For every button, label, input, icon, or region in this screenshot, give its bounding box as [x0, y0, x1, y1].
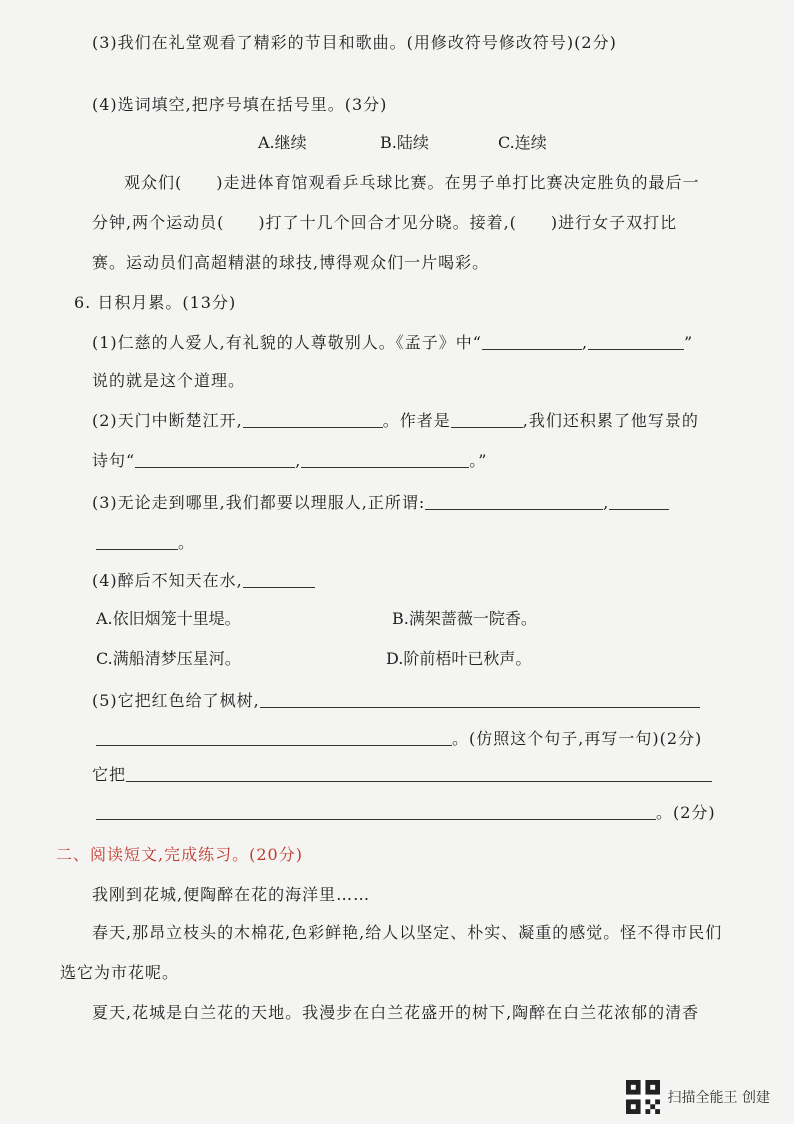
fill-blank[interactable]	[451, 427, 523, 428]
q6-s4-option-b: B.满架蔷薇一院香。	[392, 609, 537, 628]
section2-title: 二、阅读短文,完成练习。(20分)	[56, 845, 303, 864]
q6-s5-instruction: 。(仿照这个句子,再写一句)(2分)	[452, 729, 703, 748]
q4-option-a: A.继续	[258, 133, 307, 152]
q6-s4-text: (4)醉后不知天在水,	[92, 571, 243, 590]
q4-p1-end: )走进体育馆观看乒乓球比赛。在男子单打比赛决定胜负的最后一	[216, 173, 700, 192]
q4-p1-start: 观众们(	[124, 173, 183, 192]
q6-s1-start: (1)仁慈的人爱人,有礼貌的人尊敬别人。《孟子》中“	[92, 333, 482, 352]
q4-option-b: B.陆续	[380, 133, 429, 152]
q6-s4-option-c: C.满船清梦压星河。	[96, 649, 241, 668]
q4-passage-line2	[92, 210, 677, 233]
fill-blank[interactable]	[425, 509, 603, 510]
q6-title: 6. 日积月累。(13分)	[74, 293, 237, 312]
q4-title: (4)选词填空,把序号填在括号里。(3分)	[92, 95, 388, 114]
q6-s2-end: ,我们还积累了他写景的	[522, 411, 699, 430]
q6-s1-line2: 说的就是这个道理。	[92, 371, 246, 390]
fill-blank[interactable]	[482, 349, 582, 350]
fill-blank[interactable]	[96, 819, 656, 820]
q4-option-c: C.连续	[498, 133, 547, 152]
q4-p2-mid: )打了十几个回合才见分晓。接着,(	[258, 213, 517, 232]
q6-s1-comma: ,	[581, 333, 589, 352]
q6-s2-author: 。作者是	[382, 411, 451, 430]
section2-paragraph1: 我刚到花城,便陶醉在花的海洋里……	[92, 885, 371, 904]
q4-p2-start: 分钟,两个运动员(	[92, 213, 225, 232]
q4-p2-end: )进行女子双打比	[550, 213, 678, 232]
q6-s3-line2	[96, 530, 195, 553]
fill-blank[interactable]	[243, 427, 383, 428]
scanner-watermark	[626, 1080, 770, 1114]
fill-blank[interactable]	[126, 781, 712, 782]
q4-passage-line1	[124, 170, 700, 193]
q6-s2-start: (2)天门中断楚江开,	[92, 411, 243, 430]
qr-code-icon	[626, 1080, 660, 1114]
q6-s2-close: 。”	[469, 451, 488, 470]
fill-blank[interactable]	[609, 509, 669, 510]
q6-s2-comma: ,	[295, 451, 302, 470]
q6-s2-line2	[92, 448, 487, 471]
q6-s5-line3	[92, 762, 712, 785]
section2-paragraph2-line1: 春天,那昂立枝头的木棉花,色彩鲜艳,给人以坚定、朴实、凝重的感觉。怪不得市民们	[92, 923, 723, 942]
fill-blank[interactable]	[96, 745, 452, 746]
section2-paragraph2-line2: 选它为市花呢。	[60, 963, 180, 982]
fill-blank[interactable]	[243, 587, 315, 588]
q6-s5-line2	[96, 726, 702, 749]
q6-s5-start: (5)它把红色给了枫树,	[92, 691, 260, 710]
q6-s5-line4	[96, 800, 716, 823]
q6-s3-end: 。	[178, 533, 196, 552]
fill-blank[interactable]	[301, 467, 469, 468]
fill-blank[interactable]	[588, 349, 684, 350]
q6-s2-line1	[92, 408, 699, 431]
q6-s3-line1	[92, 490, 669, 513]
q6-s4-option-a: A.依旧烟笼十里堤。	[96, 609, 241, 628]
fill-blank[interactable]	[135, 467, 295, 468]
q6-s3-start: (3)无论走到哪里,我们都要以理服人,正所谓:	[92, 493, 426, 512]
q6-s4-option-d: D.阶前梧叶已秋声。	[386, 649, 532, 668]
q6-s4-line	[92, 568, 315, 591]
q6-s5-score: 。(2分)	[656, 803, 716, 822]
fill-blank[interactable]	[96, 549, 178, 550]
q6-s2-quote: 诗句“	[92, 451, 136, 470]
q6-s5-start2: 它把	[92, 765, 127, 784]
q6-s1-line1	[92, 330, 693, 353]
q3-text: (3)我们在礼堂观看了精彩的节目和歌曲。(用修改符号修改符号)(2分)	[92, 33, 617, 52]
q4-passage-line3: 赛。运动员们高超精湛的球技,博得观众们一片喝彩。	[92, 253, 490, 272]
watermark-text: 扫描全能王 创建	[667, 1090, 770, 1106]
q6-s3-comma: ,	[603, 493, 610, 512]
section2-paragraph3: 夏天,花城是白兰花的天地。我漫步在白兰花盛开的树下,陶醉在白兰花浓郁的清香	[92, 1003, 700, 1022]
q6-s1-close: ”	[684, 333, 694, 352]
q6-s5-line1	[92, 688, 700, 711]
fill-blank[interactable]	[260, 707, 700, 708]
